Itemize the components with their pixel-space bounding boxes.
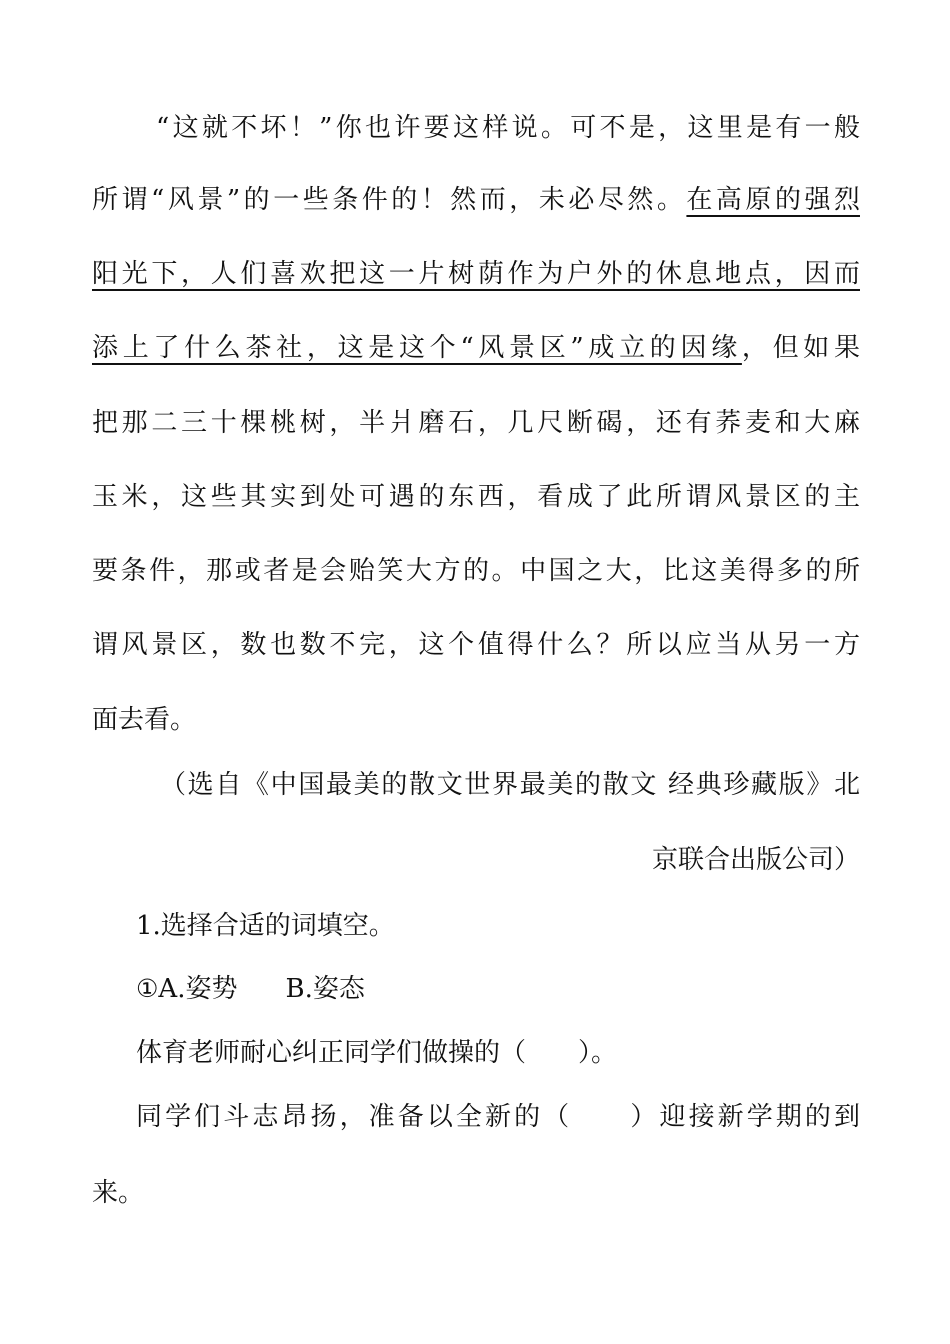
question-sentence-2-text: 同学们斗志昂扬，准备以全新的（ ）迎接新学期的到 xyxy=(136,1102,860,1132)
passage-line-5 xyxy=(92,406,860,440)
underlined-text-middle: 阳光下，人们喜欢把这一片树荫作为户外的休息地点，因而 xyxy=(92,259,860,289)
passage-line-4-text: ，但如果 xyxy=(741,333,860,363)
source-citation-text-2: 京联合出版公司） xyxy=(651,845,860,875)
question-sentence-1-text: 体育老师耐心纠正同学们做操的（ ）。 xyxy=(136,1038,618,1068)
question-1-title-text: 1.选择合适的词填空。 xyxy=(136,911,395,941)
passage-line-1-text: “这就不坏！”你也许要这样说。可不是，这里是有一般 xyxy=(156,113,860,143)
circled-number-marker: ① xyxy=(136,974,159,1003)
source-citation-line-1 xyxy=(160,768,860,802)
passage-line-8 xyxy=(92,628,860,662)
question-1-options xyxy=(136,972,860,1006)
source-citation-line-2 xyxy=(630,843,860,877)
passage-line-7 xyxy=(92,554,860,588)
passage-line-3 xyxy=(92,257,860,291)
question-sentence-2-end-text: 来。 xyxy=(92,1178,145,1208)
source-citation-text-1: （选自《中国最美的散文世界最美的散文 经典珍藏版》北 xyxy=(160,770,860,800)
passage-line-6 xyxy=(92,480,860,514)
underlined-text-end: 添上了什么茶社，这是这个“风景区”成立的因缘 xyxy=(92,333,742,363)
underlined-text-start: 在高原的强烈 xyxy=(686,185,860,215)
option-b: B.姿态 xyxy=(285,974,365,1004)
passage-line-7-text: 要条件，那或者是会贻笑大方的。中国之大，比这美得多的所 xyxy=(92,556,860,586)
option-a: A.姿势 xyxy=(158,974,238,1004)
passage-line-9 xyxy=(92,703,860,737)
passage-line-8-text: 谓风景区，数也数不完，这个值得什么？所以应当从另一方 xyxy=(92,630,860,660)
passage-line-2-text: 所谓“风景”的一些条件的！然而，未必尽然。 xyxy=(92,185,687,215)
question-1-title xyxy=(136,909,860,943)
question-sentence-1 xyxy=(136,1036,860,1070)
passage-line-6-text: 玉米，这些其实到处可遇的东西，看成了此所谓风景区的主 xyxy=(92,482,860,512)
passage-line-5-text: 把那二三十棵桃树，半爿磨石，几尺断碣，还有荞麦和大麻 xyxy=(92,408,860,438)
question-sentence-2 xyxy=(136,1100,860,1134)
passage-line-9-text: 面去看。 xyxy=(92,705,197,735)
passage-line-4 xyxy=(92,331,860,365)
passage-line-1 xyxy=(92,111,860,145)
question-sentence-2-end xyxy=(92,1176,860,1210)
passage-line-2 xyxy=(92,183,860,217)
